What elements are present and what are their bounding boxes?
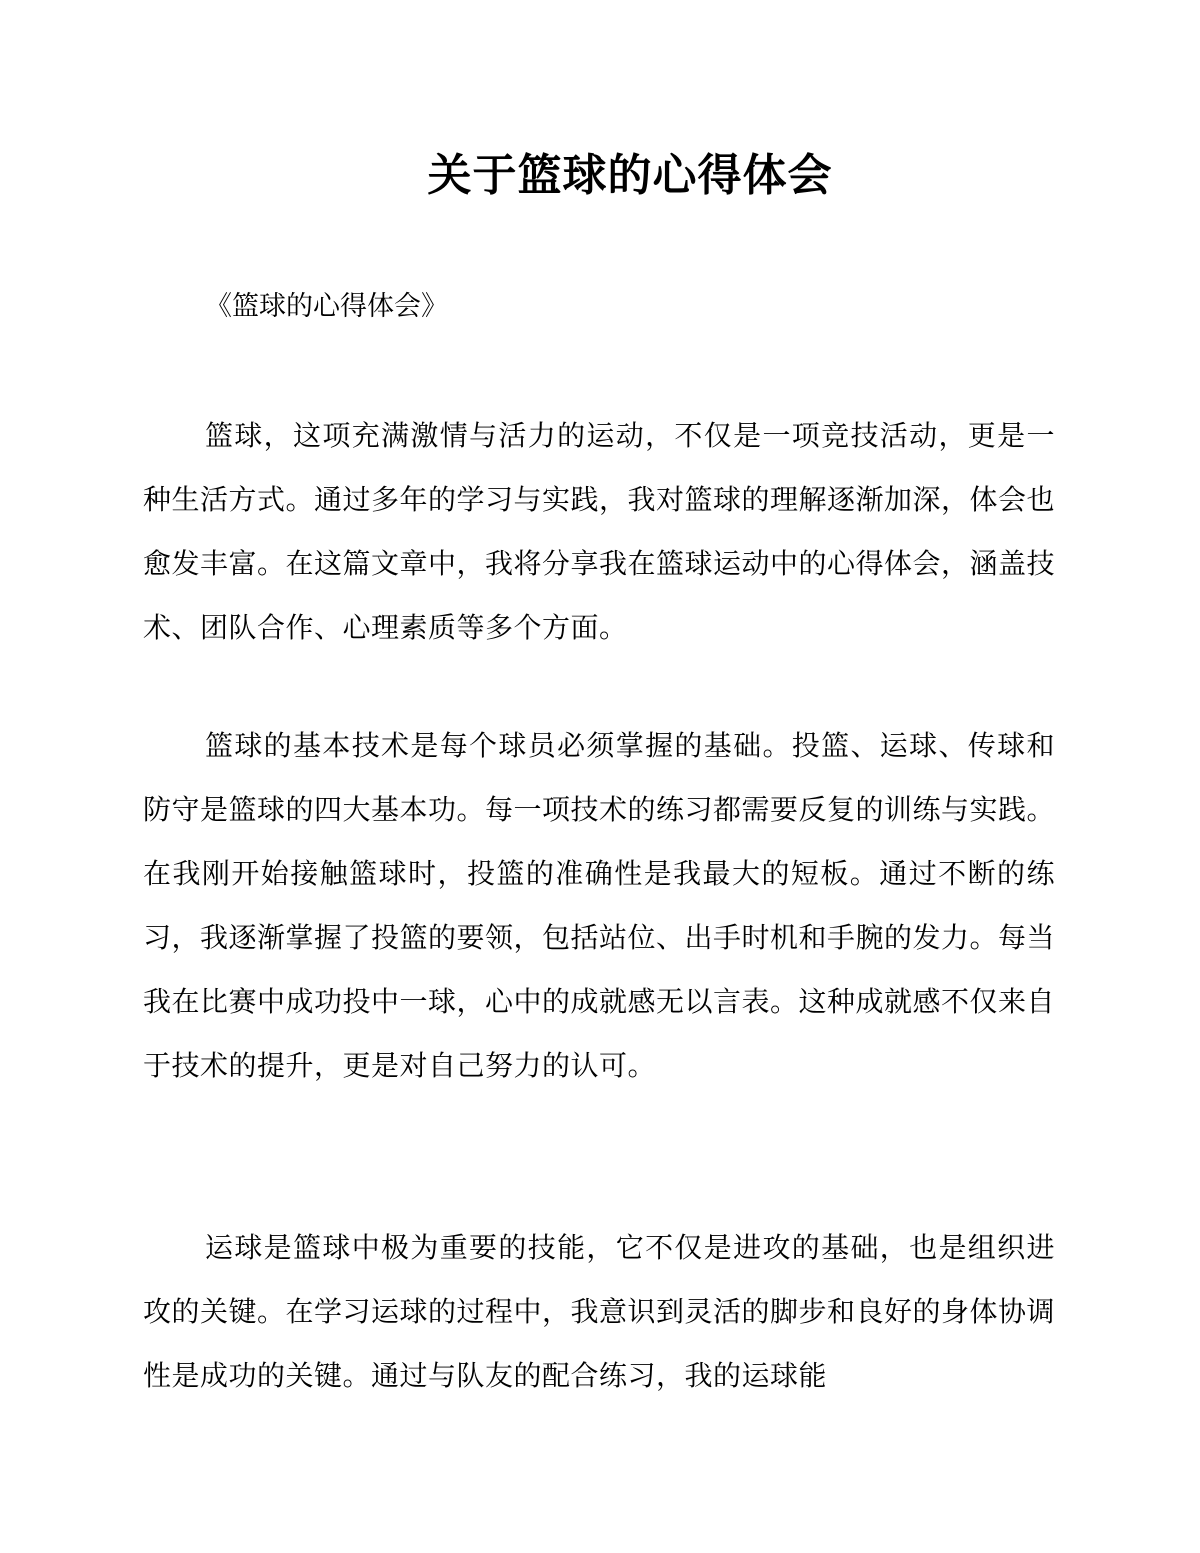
paragraph-basic-skills: 篮球的基本技术是每个球员必须掌握的基础。投篮、运球、传球和防守是篮球的四大基本功。每一项技术的练习都需要反复的训练与实践。在我刚开始接触篮球时，投篮的准确性是我最大的短板。通过不断的练习，我逐渐掌握了投篮的要领，包括站位、出手时机和手腕的发力。每当我在比赛中成功投中一球，心中的成就感无以言表。这种成就感不仅来自于技术的提升，更是对自己努力的认可。 (143, 729, 1056, 1082)
page-title: 关于篮球的心得体会 (427, 150, 833, 201)
document-subtitle: 《篮球的心得体会》 (205, 291, 448, 322)
paragraph-dribbling: 运球是篮球中极为重要的技能，它不仅是进攻的基础，也是组织进攻的关键。在学习运球的过程中，我意识到灵活的脚步和良好的身体协调性是成功的关键。通过与队友的配合练习，我的运球能 (143, 1231, 1056, 1392)
paragraph-intro: 篮球，这项充满激情与活力的运动，不仅是一项竞技活动，更是一种生活方式。通过多年的学习与实践，我对篮球的理解逐渐加深，体会也愈发丰富。在这篇文章中，我将分享我在篮球运动中的心得体会，涵盖技术、团队合作、心理素质等多个方面。 (143, 419, 1056, 644)
